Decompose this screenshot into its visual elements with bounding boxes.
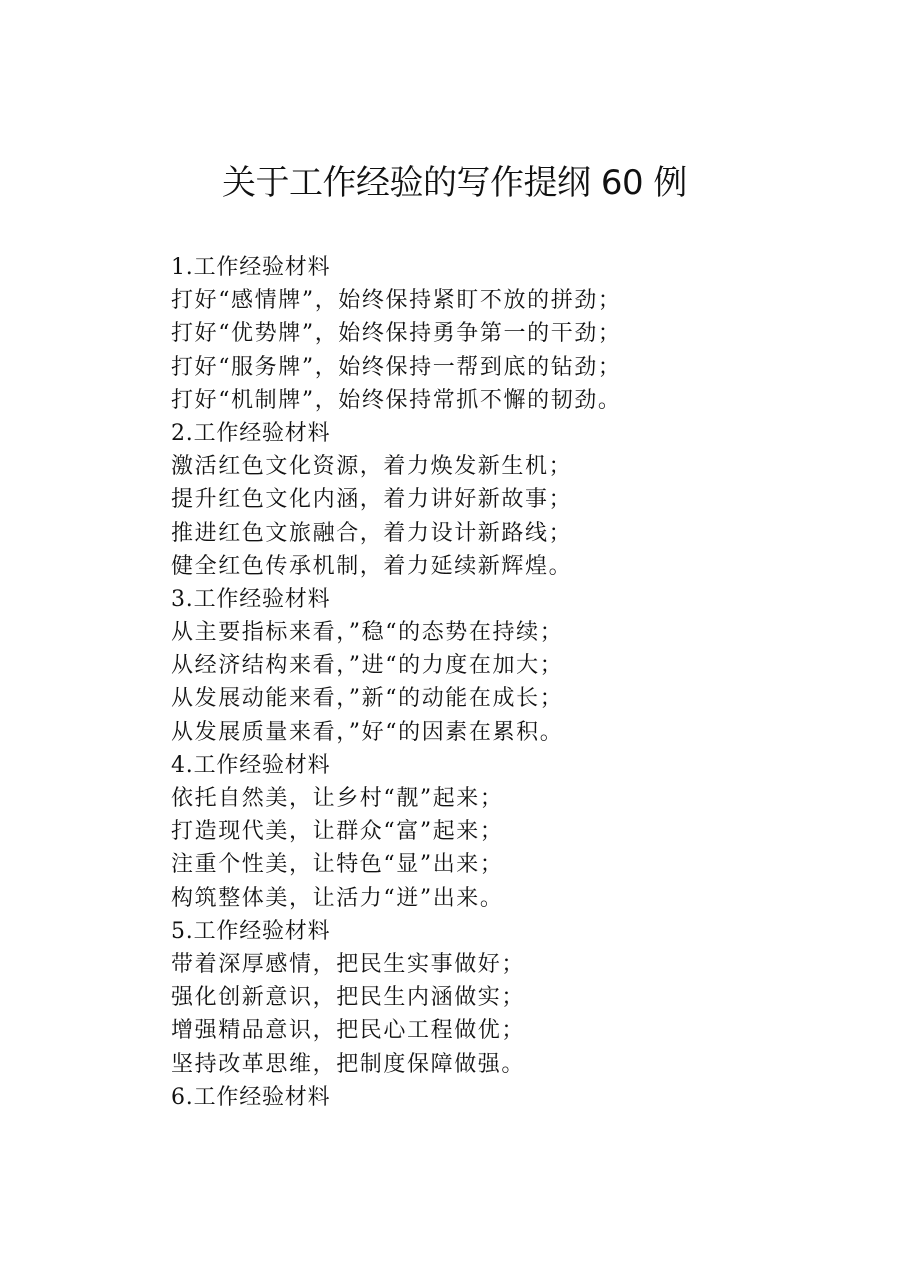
section-line: 从主要指标来看，”稳“的态势在持续； xyxy=(171,620,564,646)
section-line: 打造现代美，让群众“富”起来； xyxy=(171,819,504,845)
section-heading: 3.工作经验材料 xyxy=(171,586,331,612)
section-line: 增强精品意识，把民心工程做优； xyxy=(171,1018,526,1044)
document-body xyxy=(171,251,821,1114)
section-line: 激活红色文化资源，着力焕发新生机； xyxy=(171,454,573,480)
section-line: 从发展质量来看，”好“的因素在累积。 xyxy=(171,719,564,745)
section-line: 坚持改革思维，把制度保障做强。 xyxy=(171,1051,526,1077)
section-line: 注重个性美，让特色“显”出来； xyxy=(171,852,504,878)
section-line: 提升红色文化内涵，着力讲好新故事； xyxy=(171,487,573,513)
document-title: 关于工作经验的写作提纲 60 例 xyxy=(222,163,687,203)
section-heading: 4.工作经验材料 xyxy=(171,752,331,778)
section-line: 强化创新意识，把民生内涵做实； xyxy=(171,985,526,1011)
section-heading: 6.工作经验材料 xyxy=(171,1084,331,1110)
section-line: 构筑整体美，让活力“迸”出来。 xyxy=(171,885,504,911)
section-line: 打好“机制牌”，始终保持常抓不懈的韧劲。 xyxy=(171,387,622,413)
section-heading: 5.工作经验材料 xyxy=(171,918,331,944)
section-heading: 1.工作经验材料 xyxy=(171,255,331,280)
section-heading: 2.工作经验材料 xyxy=(171,420,331,446)
section-line: 依托自然美，让乡村“靓”起来； xyxy=(171,786,504,811)
section-line: 从发展动能来看，”新“的动能在成长； xyxy=(171,686,564,712)
section-line: 推进红色文旅融合，着力设计新路线； xyxy=(171,520,573,546)
section-line: 打好“优势牌”，始终保持勇争第一的干劲； xyxy=(171,321,622,347)
section-line: 带着深厚感情，把民生实事做好； xyxy=(171,951,526,977)
section-line: 打好“服务牌”，始终保持一帮到底的钻劲； xyxy=(171,354,622,380)
section-line: 从经济结构来看，”进“的力度在加大； xyxy=(171,653,564,679)
section-line: 健全红色传承机制，着力延续新辉煌。 xyxy=(171,553,573,579)
section-line: 打好“感情牌”，始终保持紧盯不放的拼劲； xyxy=(171,288,622,314)
